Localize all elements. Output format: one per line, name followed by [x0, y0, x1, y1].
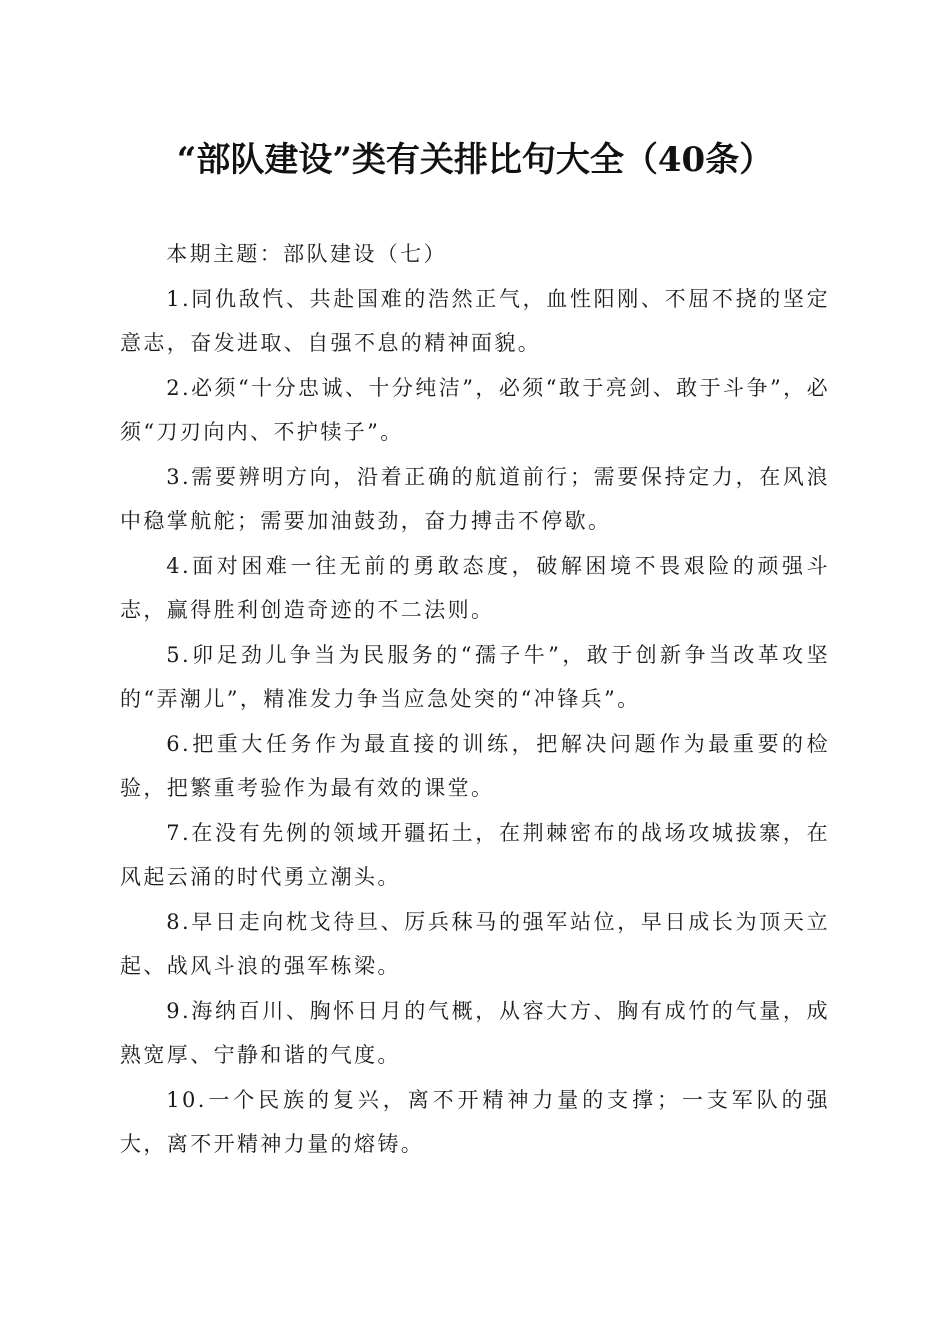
list-item: 9.海纳百川、胸怀日月的气概，从容大方、胸有成竹的气量，成熟宽厚、宁静和谐的气度。	[120, 998, 830, 1067]
subtitle-line: 本期主题：部队建设（七）	[166, 242, 447, 266]
list-item: 2.必须“十分忠诚、十分纯洁”，必须“敢于亮剑、敢于斗争”，必须“刀刃向内、不护犊子”。	[120, 375, 830, 444]
document-body	[120, 232, 830, 1167]
list-item: 3.需要辨明方向，沿着正确的航道前行；需要保持定力，在风浪中稳掌航舵；需要加油鼓劲，奋力搏击不停歇。	[120, 464, 830, 533]
document-title: “部队建设”类有关排比句大全（40条）	[176, 140, 774, 180]
list-item: 4.面对困难一往无前的勇敢态度，破解困境不畏艰险的顽强斗志，赢得胜利创造奇迹的不二法则。	[120, 553, 830, 622]
list-item: 7.在没有先例的领域开疆拓土，在荆棘密布的战场攻城拔寨，在风起云涌的时代勇立潮头。	[120, 820, 830, 889]
list-item: 1.同仇敌忾、共赴国难的浩然正气，血性阳刚、不屈不挠的坚定意志，奋发进取、自强不息的精神面貌。	[120, 286, 830, 355]
list-item: 5.卯足劲儿争当为民服务的“孺子牛”，敢于创新争当改革攻坚的“弄潮儿”，精准发力争当应急处突的“冲锋兵”。	[120, 642, 830, 711]
list-item: 6.把重大任务作为最直接的训练，把解决问题作为最重要的检验，把繁重考验作为最有效的课堂。	[120, 731, 830, 800]
list-item: 8.早日走向枕戈待旦、厉兵秣马的强军站位，早日成长为顶天立起、战风斗浪的强军栋梁。	[120, 909, 830, 978]
list-item: 10.一个民族的复兴，离不开精神力量的支撑；一支军队的强大，离不开精神力量的熔铸。	[120, 1087, 830, 1156]
